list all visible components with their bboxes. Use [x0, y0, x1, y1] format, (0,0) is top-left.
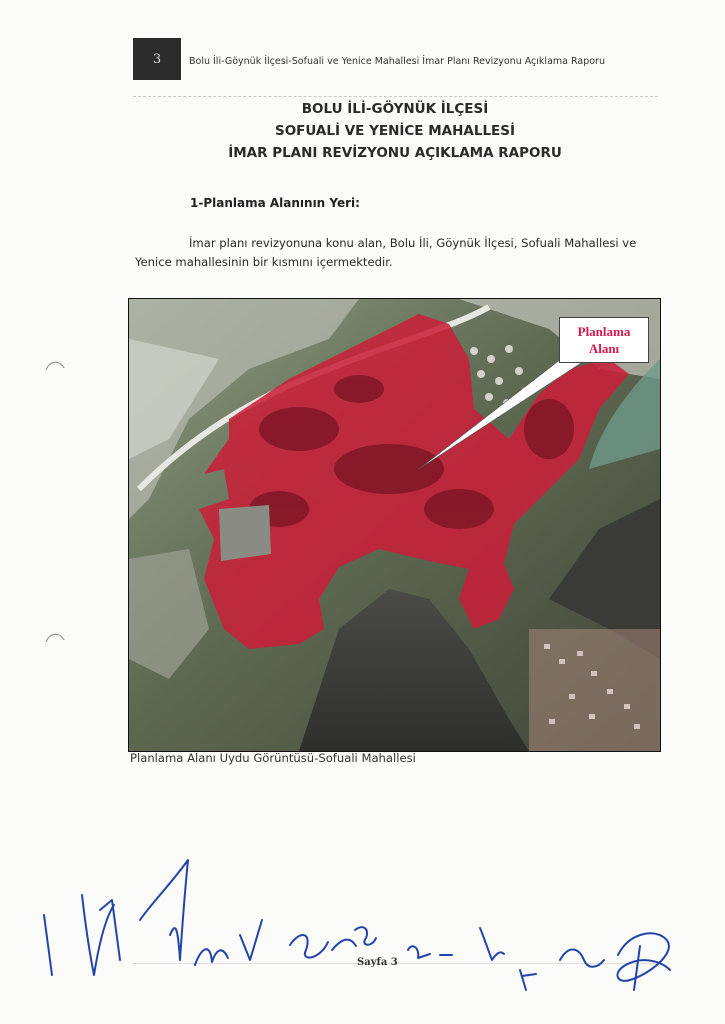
header-divider — [133, 96, 658, 97]
title-line-3: İMAR PLANI REVİZYONU AÇIKLAMA RAPORU — [228, 145, 562, 161]
running-header: Bolu İli-Göynük İlçesi-Sofuali ve Yenice Mahallesi İmar Planı Revizyonu Açıklama Raporu — [189, 56, 605, 67]
page-number-box — [133, 38, 181, 80]
satellite-map — [128, 298, 661, 752]
section-heading: 1-Planlama Alanının Yeri: — [190, 196, 360, 210]
paragraph-line-1: İmar planı revizyonuna konu alan, Bolu İli, Göynük İlçesi, Sofuali Mahallesi ve — [189, 236, 637, 250]
punch-hole-mark — [44, 630, 66, 644]
page-number: 3 — [152, 51, 162, 67]
footer-page-label: Sayfa 3 — [357, 957, 398, 968]
satellite-image — [129, 299, 660, 751]
signatures — [0, 850, 725, 1000]
paragraph-line-2: Yenice mahallesinin bir kısmını içermektedir. — [135, 255, 393, 269]
section-paragraph — [135, 234, 655, 272]
title-line-2: SOFUALİ VE YENİCE MAHALLESİ — [274, 123, 516, 139]
figure-caption: Planlama Alanı Uydu Görüntüsü-Sofuali Mahallesi — [130, 751, 416, 765]
planning-area-label — [559, 317, 649, 363]
title-line-1: BOLU İLİ-GÖYNÜK İLÇESİ — [301, 101, 489, 117]
label-line-2: Alanı — [588, 341, 620, 356]
label-line-1: Planlama — [577, 324, 631, 339]
punch-hole-mark — [44, 358, 66, 372]
